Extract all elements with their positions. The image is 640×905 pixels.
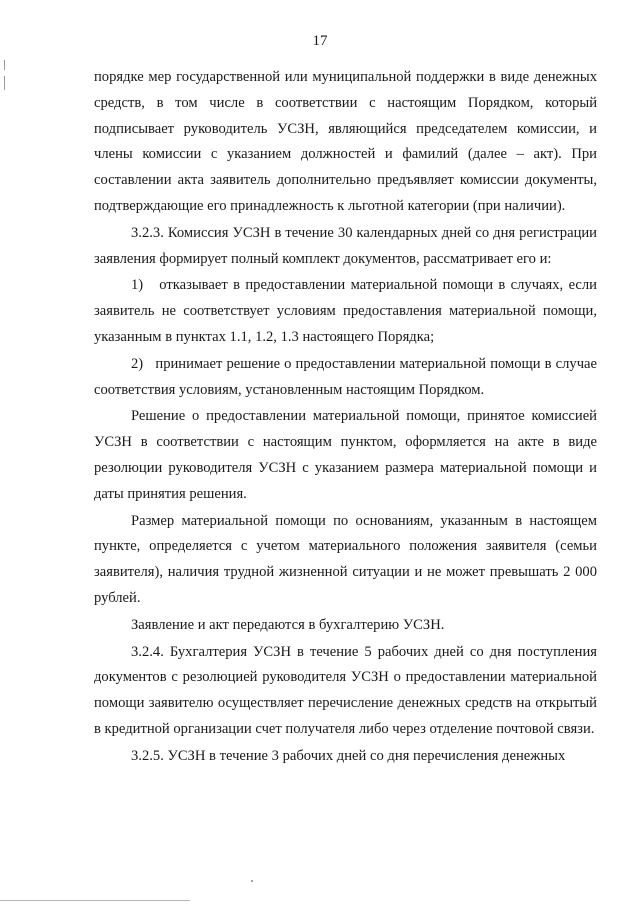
paragraph: Заявление и акт передаются в бухгалтерию УСЗН. xyxy=(131,616,445,633)
paragraph: 3.2.4. Бухгалтерия УСЗН в течение 5 рабочих дней со дня поступления документов с резолюцией руководителя УСЗН о предоставлении материальной помощи заявителю осуществляет перечисление денежных средств на открытый в кредитной организации счет получателя либо через отделение почтовой связи. xyxy=(94,643,597,737)
paragraph: Размер материальной помощи по основаниям, указанным в настоящем пункте, определяется с учетом материального положения заявителя (семьи заявителя), наличия трудной жизненной ситуации и не может превышать 2 000 рублей. xyxy=(94,512,597,606)
page-number: 17 xyxy=(312,33,328,49)
scan-margin-mark xyxy=(4,76,5,90)
list-item: 2) принимает решение о предоставлении материальной помощи в случае соответствия условиям, установленным настоящим Порядком. xyxy=(94,355,597,398)
paragraph: 3.2.3. Комиссия УСЗН в течение 30 календарных дней со дня регистрации заявления формирует полный комплект документов, рассматривает его и: xyxy=(94,224,597,267)
list-item: 1) отказывает в предоставлении материальной помощи в случаях, если заявитель не соответствует условиям предоставления материальной помощи, указанным в пунктах 1.1, 1.2, 1.3 настоящего Порядка; xyxy=(94,277,597,345)
paragraph: 3.2.5. УСЗН в течение 3 рабочих дней со дня перечисления денежных xyxy=(131,747,566,764)
scan-bottom-edge xyxy=(0,900,190,901)
scan-speck xyxy=(251,880,253,882)
paragraph: Решение о предоставлении материальной помощи, принятое комиссией УСЗН в соответствии с настоящим пунктом, оформляется на акте в виде резолюции руководителя УСЗН с указанием размера материальной помощи и даты принятия решения. xyxy=(94,408,597,502)
document-body xyxy=(94,65,597,770)
scan-margin-mark xyxy=(4,60,5,70)
paragraph: порядке мер государственной или муниципальной поддержки в виде денежных средств, в том числе в соответствии с настоящим Порядком, который подписывает руководитель УСЗН, являющийся председателем комиссии, и члены комиссии с указанием должностей и фамилий (далее – акт). При составлении акта заявитель дополнительно предъявляет комиссии документы, подтверждающие его принадлежность к льготной категории (при наличии). xyxy=(94,69,597,214)
